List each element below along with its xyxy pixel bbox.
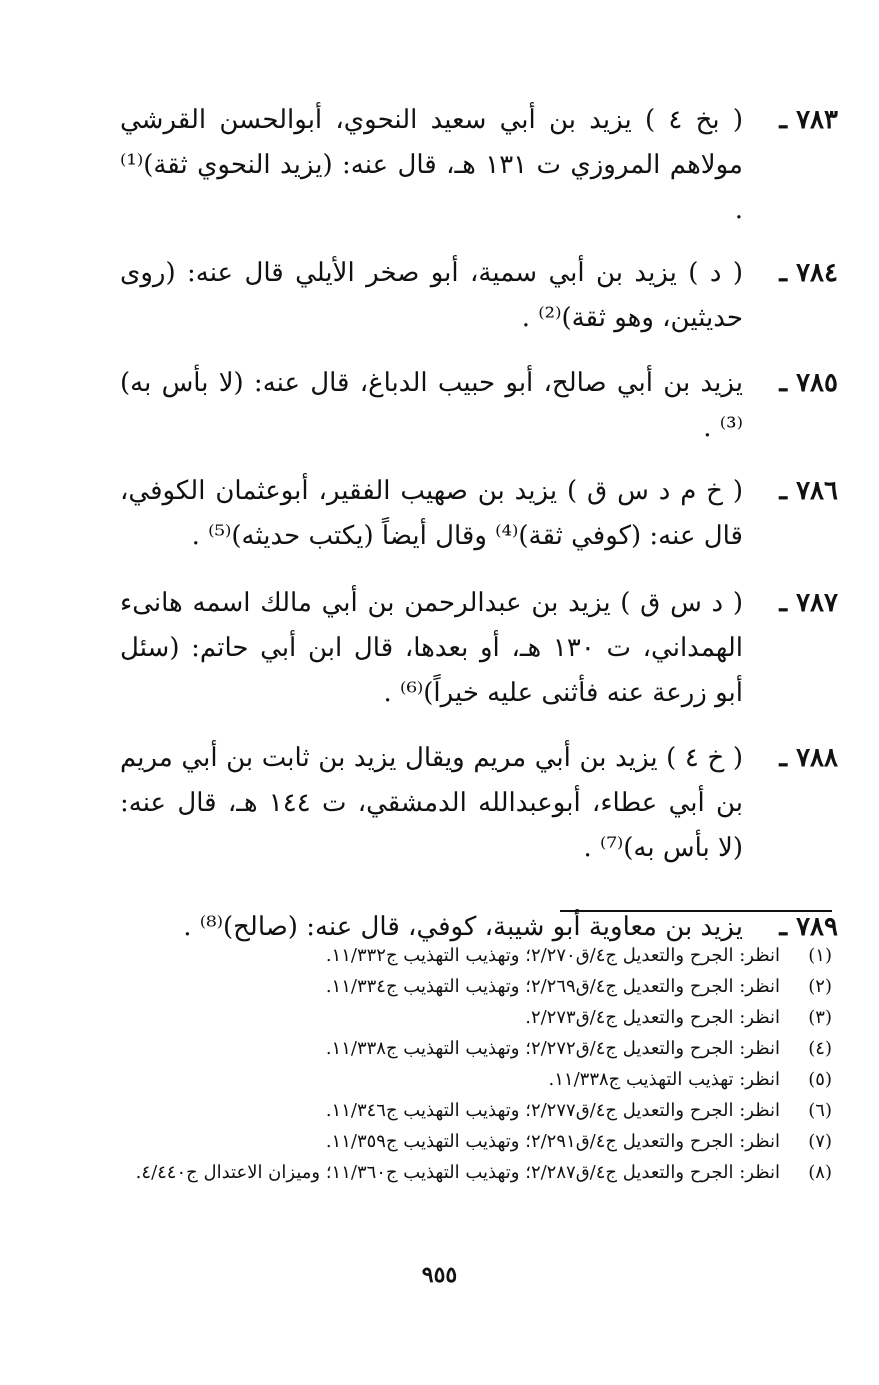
footnote-text: انظر: الجرح والتعديل ج٤/ق٢/٢٧٢؛ وتهذيب التهذيب ج١١/٣٣٨. xyxy=(325,1038,780,1059)
footnote-text: انظر: الجرح والتعديل ج٤/ق٢/٢٨٧؛ وتهذيب التهذيب ج١١/٣٦٠؛ وميزان الاعتدال ج٤/٤٤٠. xyxy=(135,1162,780,1183)
footnote-number: (٢) xyxy=(808,976,832,997)
footnote xyxy=(120,1095,840,1126)
footnote xyxy=(120,1126,840,1157)
entry-text: يزيد بن معاوية أبو شيبة، كوفي، قال عنه: (صالح)⁽⁸⁾ . xyxy=(183,912,743,942)
footnote-text: انظر: الجرح والتعديل ج٤/ق٢/٢٧٠؛ وتهذيب التهذيب ج١١/٣٣٢. xyxy=(325,945,780,966)
footnote xyxy=(120,1064,840,1095)
entries-list xyxy=(120,98,838,972)
footnote-text: انظر: الجرح والتعديل ج٤/ق٢/٢٩١؛ وتهذيب التهذيب ج١١/٣٥٩. xyxy=(325,1131,780,1152)
footnote-separator xyxy=(560,910,832,912)
footnote-text: انظر: الجرح والتعديل ج٤/ق٢/٢٧٣. xyxy=(525,1007,780,1028)
footnotes xyxy=(120,940,840,1188)
entry-787 xyxy=(120,581,838,716)
entry-number: ٧٨٣ ـ xyxy=(779,105,838,135)
entry-786 xyxy=(120,469,838,559)
page-number: ٩٥٥ xyxy=(421,1262,458,1288)
footnote-number: (٥) xyxy=(808,1069,832,1090)
entry-number: ٧٨٩ ـ xyxy=(779,912,838,942)
entry-number: ٧٨٦ ـ xyxy=(779,476,838,506)
footnote xyxy=(120,971,840,1002)
entry-788 xyxy=(120,736,838,871)
footnote-number: (٣) xyxy=(808,1007,832,1028)
entry-number: ٧٨٨ ـ xyxy=(779,743,838,773)
footnote xyxy=(120,1157,840,1188)
entry-text: ( د ) يزيد بن أبي سمية، أبو صخر الأيلي قال عنه: (روى حديثين، وهو ثقة)⁽²⁾ . xyxy=(120,258,743,333)
entry-783 xyxy=(120,98,838,233)
entry-text: ( د س ق ) يزيد بن عبدالرحمن بن أبي مالك اسمه هانىء الهمداني، ت ١٣٠ هـ، أو بعدها، قال ابن أبي حاتم: (سئل أبو زرعة عنه فأثنى عليه خيراً)⁽⁶⁾ . xyxy=(120,588,743,708)
footnote xyxy=(120,1002,840,1033)
footnote-number: (٦) xyxy=(808,1100,832,1121)
footnote-number: (٧) xyxy=(808,1131,832,1152)
entry-number: ٧٨٧ ـ xyxy=(779,588,838,618)
entry-text: ( خ م د س ق ) يزيد بن صهيب الفقير، أبوعثمان الكوفي، قال عنه: (كوفي ثقة)⁽⁴⁾ وقال أيضاً (يكتب حديثه)⁽⁵⁾ . xyxy=(120,476,743,551)
entry-784 xyxy=(120,251,838,341)
footnote-number: (١) xyxy=(808,945,832,966)
footnote-number: (٨) xyxy=(808,1162,832,1183)
footnote-text: انظر: الجرح والتعديل ج٤/ق٢/٢٦٩؛ وتهذيب التهذيب ج١١/٣٣٤. xyxy=(325,976,780,997)
footnote-number: (٤) xyxy=(808,1038,832,1059)
footnote xyxy=(120,1033,840,1064)
entry-785 xyxy=(120,361,838,451)
entry-number: ٧٨٤ ـ xyxy=(779,258,838,288)
entry-text: ( بخ ٤ ) يزيد بن أبي سعيد النحوي، أبوالحسن القرشي مولاهم المروزي ت ١٣١ هـ، قال عنه: (يزيد النحوي ثقة)⁽¹⁾ . xyxy=(120,105,743,225)
footnote-text: انظر: الجرح والتعديل ج٤/ق٢/٢٧٧؛ وتهذيب التهذيب ج١١/٣٤٦. xyxy=(325,1100,780,1121)
entry-text: ( خ ٤ ) يزيد بن أبي مريم ويقال يزيد بن ثابت بن أبي مريم بن أبي عطاء، أبوعبدالله الدمشقي، ت ١٤٤ هـ، قال عنه: (لا بأس به)⁽⁷⁾ . xyxy=(120,743,743,863)
footnote xyxy=(120,940,840,971)
footnote-text: انظر: تهذيب التهذيب ج١١/٣٣٨. xyxy=(548,1069,780,1090)
entry-number: ٧٨٥ ـ xyxy=(779,368,838,398)
entry-text: يزيد بن أبي صالح، أبو حبيب الدباغ، قال عنه: (لا بأس به)⁽³⁾ . xyxy=(120,368,743,443)
